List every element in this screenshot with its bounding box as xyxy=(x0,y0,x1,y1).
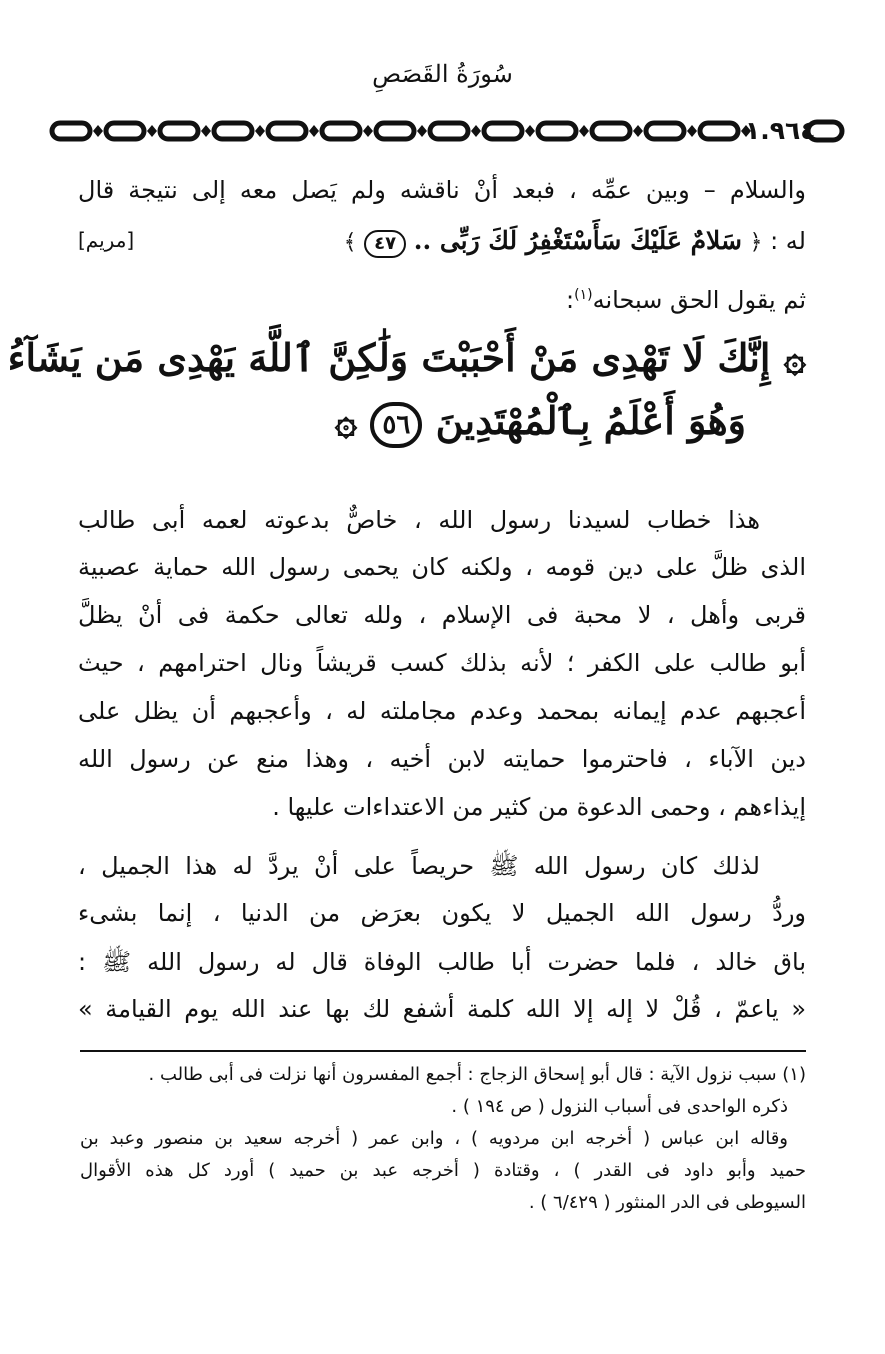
footnote-line: وقاله ابن عباس ( أخرجه ابن مردويه ) ، وابن عمر ( أخرجه سعيد بن منصور وعبد بن xyxy=(80,1128,788,1149)
text-fragment: له : xyxy=(770,227,806,255)
text-fragment: ثم يقول الحق سبحانه xyxy=(592,286,806,314)
paragraph-line: « ياعمّ ، قُلْ لا إله إلا الله كلمة أشفع لك بها عند الله يوم القيامة » xyxy=(78,995,806,1023)
paragraph-line: دين الآباء ، فاحترموا حمايته لابن أخيه ، وهذا منع عن رسول الله xyxy=(78,745,806,773)
footnote-line: حميد وأبو داود فى القدر ) ، وقتادة ( أخرجه عبد بن حميد ) أورد كل هذه الأقوال xyxy=(80,1160,806,1181)
surah-title: سُورَةُ القَصَصِ xyxy=(372,60,513,88)
footnote-line: السيوطى فى الدر المنثور ( ٦/٤٢٩ ) . xyxy=(528,1192,806,1213)
ornament-close-icon: ﴾ xyxy=(343,230,357,255)
quran-text: إِنَّكَ لَا تَهْدِى مَنْ أَحْبَبْتَ وَلَٰكِنَّ ٱللَّهَ يَهْدِى مَن يَشَآءُ xyxy=(7,335,771,380)
paragraph-line: باق خالد ، فلما حضرت أبا طالب الوفاة قال له رسول الله ﷺ : xyxy=(78,948,806,976)
inline-verse: سَلامٌ عَلَيْكَ سَأَسْتَغْفِرُ لَكَ رَبِّى .. xyxy=(413,226,742,255)
page-number: ١.٩٦٤ xyxy=(745,116,816,145)
verse-reference: [مريم] xyxy=(78,228,135,252)
paragraph-line: هذا خطاب لسيدنا رسول الله ، خاصٌّ بدعوته لعمه أبى طالب xyxy=(78,506,760,534)
verse-ornament-icon: ۞ xyxy=(783,335,806,380)
paragraph-line: لذلك كان رسول الله ﷺ حريصاً على أنْ يردَّ له هذا الجميل ، xyxy=(78,852,760,880)
text-line xyxy=(78,286,806,314)
text-line: والسلام – وبين عمِّه ، فبعد أنْ ناقشه ولم يَصل معه إلى نتيجة قال xyxy=(78,176,806,204)
quran-verse-line xyxy=(7,335,806,380)
paragraph-line: أعجبهم عدم إيمانه بمحمد وعدم مجاملته له ، وأعجبهم أن يظل على xyxy=(78,697,806,725)
ornamental-chain-border xyxy=(48,116,848,146)
quran-verse-line xyxy=(78,398,806,448)
footnote-divider xyxy=(80,1050,806,1052)
quran-text: وَهُوَ أَعْلَمُ بِٱلْمُهْتَدِينَ xyxy=(435,398,746,443)
text-fragment: : xyxy=(566,286,575,314)
footnote-marker: (١) xyxy=(574,287,593,303)
paragraph-line: قربى وأهل ، لا محبة فى الإسلام ، ولله تعالى حكمة فى أنْ يظلَّ xyxy=(78,601,806,629)
verse-ornament-icon: ۞ xyxy=(334,398,358,443)
ornament-open-icon: ﴿ xyxy=(749,230,763,255)
text-line-with-verse xyxy=(78,226,806,258)
footnote-line: (١) سبب نزول الآية : قال أبو إسحاق الزجاج : أجمع المفسرون أنها نزلت فى أبى طالب . xyxy=(148,1064,806,1085)
paragraph-line: الذى ظلَّ على دين قومه ، ولكنه كان يحمى رسول الله حماية عصبية xyxy=(78,553,806,581)
paragraph-line: وردُّ رسول الله الجميل لا يكون بعرَض من الدنيا ، إنما بشىء xyxy=(78,899,806,927)
paragraph-line: أبو طالب على الكفر ؛ لأنه بذلك كسب قريشاً ونال احترامهم ، حيث xyxy=(78,649,806,677)
paragraph-line: إيذاءهم ، وحمى الدعوة من كثير من الاعتداءات عليها . xyxy=(272,793,806,821)
footnote-line: ذكره الواحدى فى أسباب النزول ( ص ١٩٤ ) . xyxy=(451,1096,788,1117)
verse-number: ٤٧ xyxy=(364,230,406,258)
verse-number: ٥٦ xyxy=(370,402,422,448)
